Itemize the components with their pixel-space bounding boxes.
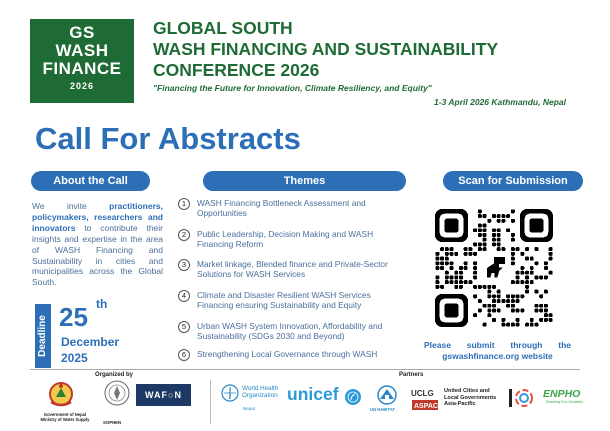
qr-module [511,219,515,223]
qr-module [483,238,487,242]
qr-module [459,266,463,270]
qr-module [492,228,496,232]
qr-module [483,242,487,246]
qr-module [473,261,477,265]
qr-module [487,285,491,289]
qr-module [492,233,496,237]
theme-text: WASH Financing Bottleneck Assessment and Opportunities [197,198,366,219]
partner-logo-icon [507,386,535,410]
qr-module [534,261,538,265]
qr-module [435,261,439,265]
qr-module [473,252,477,256]
who-name [242,385,278,399]
qr-module [511,323,515,327]
qr-module [473,275,477,279]
scan-section-header: Scan for Submission [443,171,583,191]
qr-module [435,266,439,270]
qr-module [473,313,477,317]
qr-module [501,299,505,303]
qr-module [530,266,534,270]
qr-module [511,308,515,312]
qr-module [459,271,463,275]
qr-module [478,299,482,303]
about-highlight: practitioners, policymakers, researchers and innovators [32,201,163,233]
qr-module [511,299,515,303]
conference-dates: 1-3 April 2026 Kathmandu, Nepal [434,97,566,107]
unicef-logo-text: unicef [287,384,339,404]
qr-module [549,252,553,256]
enpho-tagline: Enabling Eco-Societies [546,400,583,404]
qr-module [520,266,524,270]
qr-module [487,308,491,312]
qr-module [450,266,454,270]
qr-module [516,280,520,284]
qr-module [445,247,449,251]
qr-module [492,318,496,322]
qr-module [483,247,487,251]
logo-line-1: GS [69,23,95,42]
qr-module [516,294,520,298]
qr-module [435,280,439,284]
theme-number: 5 [178,321,190,333]
theme-item [178,259,408,280]
qr-module [478,308,482,312]
qr-module [516,247,520,251]
qr-module [525,275,529,279]
qr-module [464,252,468,256]
qr-module [478,228,482,232]
qr-module [483,233,487,237]
qr-module [478,285,482,289]
qr-module [516,299,520,303]
qr-module [487,304,491,308]
sophen-logo-icon [104,380,130,406]
qr-module [501,214,505,218]
qr-module [440,247,444,251]
qr-module [468,247,472,251]
conference-title-line-2: WASH FINANCING AND SUSTAINABILITY [153,39,499,59]
who-emblem-icon [221,384,239,402]
qr-module [544,304,548,308]
qr-module [544,266,548,270]
qr-module [497,214,501,218]
theme-item [178,321,408,342]
theme-number: 3 [178,259,190,271]
qr-module [445,257,449,261]
qr-module [501,318,505,322]
conference-tagline: "Financing the Future for Innovation, Climate Resiliency, and Equity" [153,83,432,93]
theme-text: Strengthening Local Governance through WASH [197,349,378,359]
themes-section-header: Themes [203,171,406,191]
deadline-year: 2025 [61,351,88,365]
about-text-1: We invite [32,201,110,211]
qr-module [530,280,534,284]
qr-module [549,257,553,261]
qr-module [525,290,529,294]
qr-module [459,280,463,284]
qr-module [525,323,529,327]
theme-number: 2 [178,229,190,241]
qr-module [478,247,482,251]
about-text-2: to contribute their insights and expertise in the area of WASH Financing and Sustainability in cities and municipalities across the Global South. [32,222,163,288]
qr-module [483,304,487,308]
submission-qr-code[interactable] [435,209,553,327]
qr-module [520,271,524,275]
nepal-government-emblem-icon [48,380,74,408]
qr-module [530,257,534,261]
qr-module [544,275,548,279]
qr-module [464,280,468,284]
qr-module [478,233,482,237]
qr-module [497,294,501,298]
uclg-aspac-logo-icon [410,387,440,413]
svg-text:ASPAC: ASPAC [414,403,438,410]
qr-module [539,318,543,322]
conference-title-line-1: GLOBAL SOUTH [153,18,293,38]
qr-module [544,290,548,294]
qr-module [501,323,505,327]
deadline-month: December [61,335,120,349]
qr-module [450,247,454,251]
qr-module [497,247,501,251]
qr-module [445,280,449,284]
qr-module [525,257,529,261]
qr-module [464,247,468,251]
deadline-day-suffix: th [96,297,108,311]
logo-line-2: WASH [55,41,109,60]
theme-item [178,349,408,361]
qr-module [497,233,501,237]
who-nepal-label: Nepal [243,406,255,411]
qr-module [534,304,538,308]
qr-module [435,252,439,256]
un-habitat-caption: UN HABITAT [370,407,395,412]
qr-module [459,285,463,289]
page-headline: Call For Abstracts [35,121,301,156]
qr-module [487,313,491,317]
qr-module [473,271,477,275]
qr-module [511,247,515,251]
qr-module [516,275,520,279]
qr-module [473,228,477,232]
qr-module [544,308,548,312]
qr-module [516,318,520,322]
qr-module [525,285,529,289]
qr-module [525,271,529,275]
qr-module [516,308,520,312]
qr-module [511,233,515,237]
qr-module [440,261,444,265]
qr-module [445,275,449,279]
qr-module [492,214,496,218]
qr-module [468,252,472,256]
about-section-header: About the Call [31,171,150,191]
qr-module [492,294,496,298]
theme-item [178,290,408,311]
qr-module [506,323,510,327]
svg-text:UCLG: UCLG [411,389,434,398]
un-habitat-logo-icon [374,384,400,406]
conference-title [153,18,593,81]
qr-module [511,294,515,298]
qr-module [445,271,449,275]
qr-module [459,275,463,279]
qr-module [483,323,487,327]
qr-module [497,308,501,312]
theme-number: 1 [178,198,190,210]
qr-module [511,252,515,256]
footer-divider-line [30,369,580,370]
qr-module [520,294,524,298]
footer-vertical-divider [210,380,211,424]
partners-label: Partners [399,372,424,378]
qr-module [539,275,543,279]
qr-module [511,261,515,265]
qr-module [487,219,491,223]
gs-wash-finance-logo [30,19,134,103]
qr-center-dino-icon [480,254,508,282]
qr-module [492,299,496,303]
sophen-caption: SOPHEN [103,420,122,425]
enpho-logo-text: ENPHO [543,388,581,400]
qr-module [454,285,458,289]
qr-module [549,313,553,317]
qr-module [539,304,543,308]
qr-module [483,214,487,218]
theme-text: Urban WASH System Innovation, Affordability and Sustainability (SDGs 2030 and Beyond) [197,321,383,342]
uclg-aspac-line-2: Local Governments [444,394,497,401]
qr-module [530,271,534,275]
theme-text: Climate and Disaster Resilient WASH Services Financing ensuring Sustainability and Equity [197,290,371,311]
qr-module [497,238,501,242]
who-name-line-2: Organization [242,392,278,399]
qr-module [435,285,439,289]
submission-instruction: Please submit through the gswashfinance.org website [424,340,571,361]
theme-item [178,229,408,250]
qr-module [511,257,515,261]
qr-module [549,318,553,322]
qr-module [464,266,468,270]
qr-module [450,261,454,265]
qr-module [450,280,454,284]
qr-module [497,242,501,246]
qr-module [478,242,482,246]
qr-module [492,285,496,289]
qr-module [497,228,501,232]
logo-line-3: FINANCE [42,59,122,78]
qr-module [492,308,496,312]
qr-module [539,308,543,312]
qr-module [473,294,477,298]
qr-module [516,271,520,275]
qr-module [530,323,534,327]
qr-module [492,238,496,242]
qr-module [473,266,477,270]
qr-module [534,275,538,279]
qr-module [483,224,487,228]
qr-module [497,299,501,303]
qr-module [501,247,505,251]
qr-module [464,261,468,265]
qr-module [530,318,534,322]
qr-module [483,228,487,232]
qr-module [497,290,501,294]
qr-module [440,266,444,270]
qr-module [454,275,458,279]
theme-text: Public Leadership, Decision Making and WASH Financing Reform [197,229,374,250]
qr-module [478,209,482,213]
who-name-line-1: World Health [242,385,279,392]
government-caption-line-2: Ministry of Water Supply [40,417,90,422]
uclg-aspac-line-3: Asia-Pacific [444,401,476,408]
qr-module [501,219,505,223]
qr-module [520,252,524,256]
qr-module [511,238,515,242]
theme-number: 4 [178,290,190,302]
qr-module [506,228,510,232]
qr-module [511,304,515,308]
qr-module [544,313,548,317]
qr-module [487,290,491,294]
qr-module [445,261,449,265]
qr-module [520,308,524,312]
uclg-aspac-name [444,388,496,408]
qr-module [454,252,458,256]
qr-module [450,275,454,279]
wafon-logo: WAF○N [136,384,191,406]
qr-module [534,290,538,294]
qr-module [534,247,538,251]
theme-number: 6 [178,349,190,361]
qr-module [468,280,472,284]
deadline-label: Deadline [37,315,48,357]
qr-module [473,285,477,289]
about-paragraph [32,201,163,288]
qr-module [445,252,449,256]
qr-module [544,261,548,265]
qr-module [450,252,454,256]
qr-module [478,224,482,228]
uclg-aspac-line-1: United Cities and [444,388,490,394]
qr-module [454,271,458,275]
qr-module [544,318,548,322]
qr-module [492,242,496,246]
qr-module [435,275,439,279]
organized-by-label: Organized by [95,372,134,378]
qr-module [483,285,487,289]
qr-module [492,304,496,308]
qr-module [525,280,529,284]
qr-module [534,308,538,312]
qr-module [549,247,553,251]
qr-module [506,214,510,218]
deadline-day: 25 [59,302,88,332]
government-caption-line-1: Government of Nepal [43,412,87,417]
qr-module [506,304,510,308]
qr-module [520,280,524,284]
qr-module [473,242,477,246]
qr-module [435,257,439,261]
qr-module [454,280,458,284]
qr-module [497,219,501,223]
qr-module [506,299,510,303]
qr-module [478,214,482,218]
qr-module [511,280,515,284]
logo-year: 2026 [69,81,95,91]
unicef-globe-icon [344,388,362,406]
qr-module [487,294,491,298]
conference-title-line-3: CONFERENCE 2026 [153,60,320,80]
qr-module [525,247,529,251]
qr-module [516,323,520,327]
qr-module [539,294,543,298]
government-caption [30,412,100,422]
qr-module [511,209,515,213]
qr-module [534,323,538,327]
theme-text: Market linkage, Blended finance and Private-Sector Solutions for WASH Services [197,259,388,280]
qr-module [440,285,444,289]
qr-module [506,294,510,298]
qr-module [549,271,553,275]
theme-item [178,198,408,219]
qr-module [440,257,444,261]
